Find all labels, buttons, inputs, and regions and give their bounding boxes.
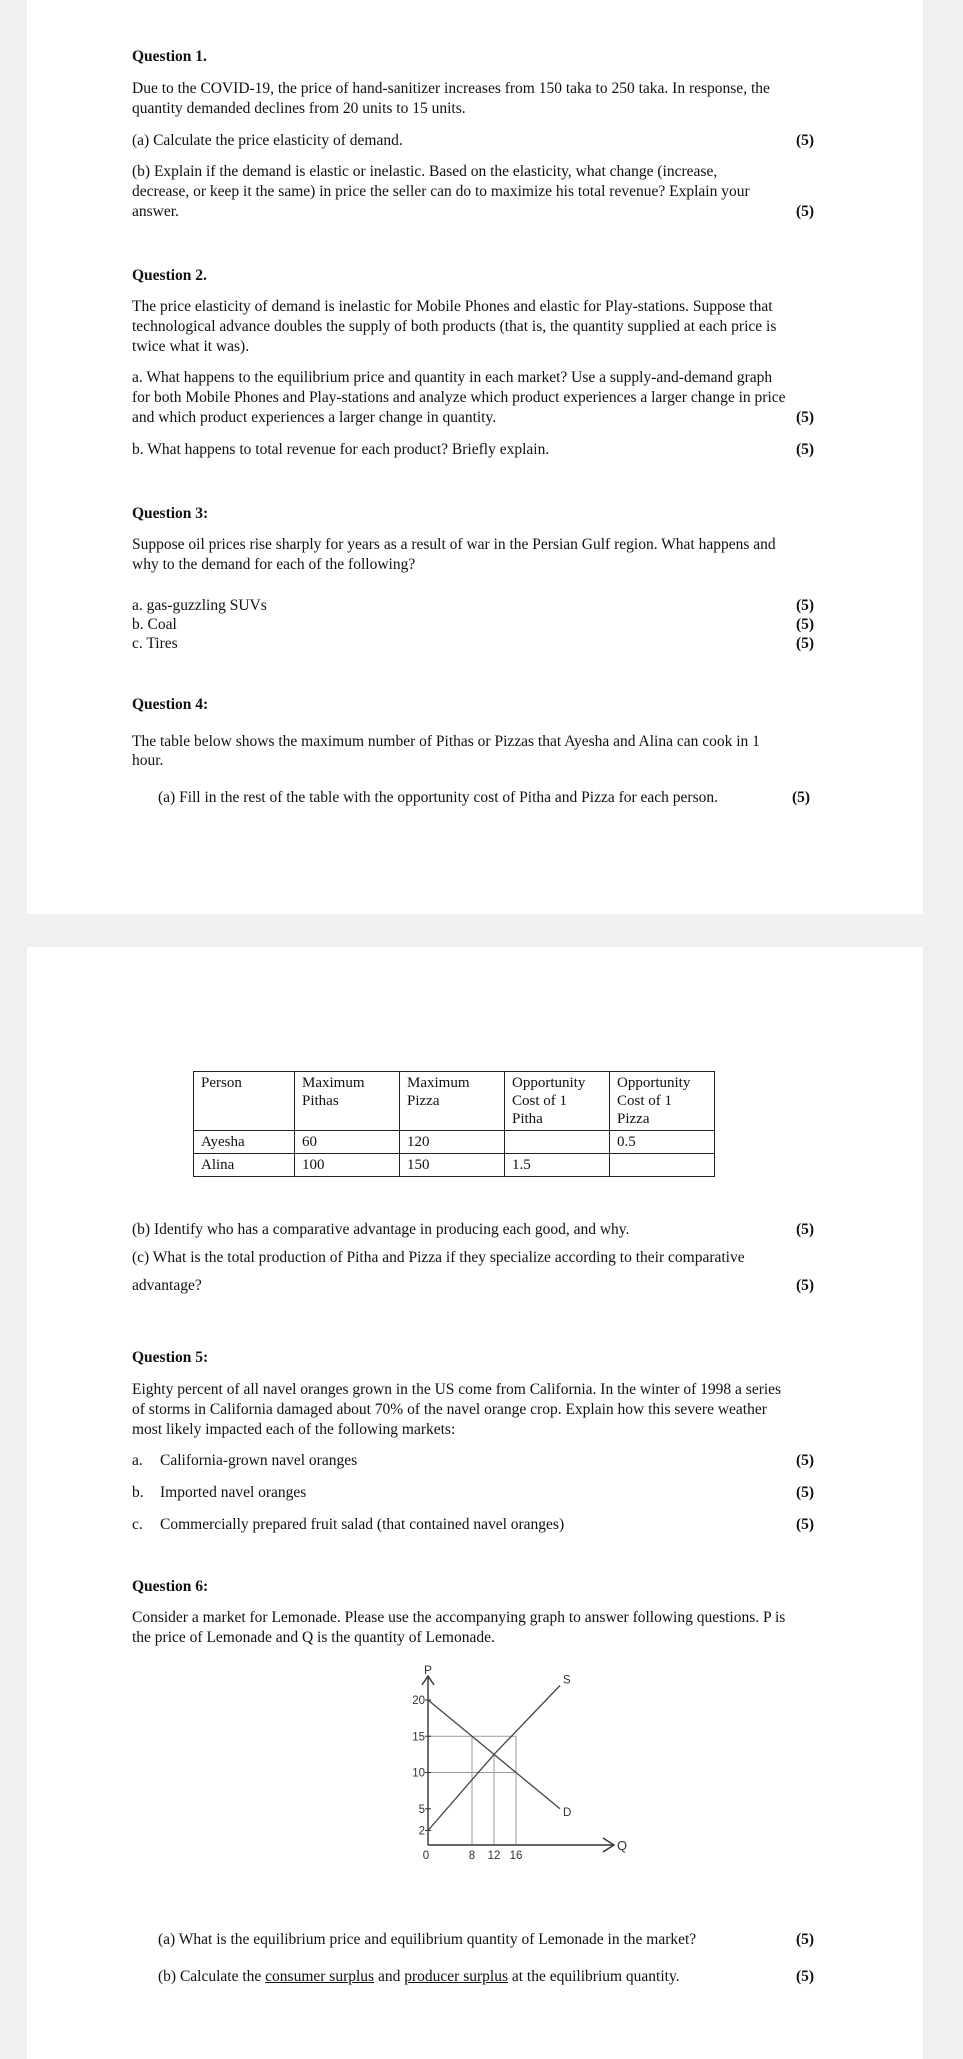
table-cell: 150 (400, 1154, 505, 1177)
question-2-title: Question 2. (132, 267, 207, 284)
question-4-intro-line-1: The table below shows the maximum number of Pithas or Pizzas that Ayesha and Alina can cook in 1 (132, 733, 760, 750)
question-1a-marks: (5) (796, 132, 815, 149)
y-tick-label: 20 (412, 1695, 425, 1707)
question-3-item-a: a. gas-guzzling SUVs (132, 597, 267, 614)
table-header-cell: Person (194, 1072, 295, 1131)
x-tick-label: 12 (487, 1850, 501, 1862)
table-header-row (194, 1072, 715, 1131)
question-2b: b. What happens to total revenue for each product? Briefly explain. (132, 441, 550, 458)
question-3-item-c-marks: (5) (796, 635, 815, 652)
question-5-intro-line-1: Eighty percent of all navel oranges grown in the US come from California. In the winter of 1998 a series (132, 1381, 782, 1398)
question-4a-marks: (5) (792, 789, 811, 806)
demand-curve-label: D (563, 1806, 572, 1819)
question-6a-marks: (5) (796, 1931, 815, 1948)
table-header-cell: Maximum Pizza (400, 1072, 505, 1131)
question-6-title: Question 6: (132, 1578, 209, 1595)
question-6b-marks: (5) (796, 1968, 815, 1985)
question-5-item-a: California-grown navel oranges (160, 1452, 358, 1469)
question-4-title: Question 4: (132, 696, 209, 713)
table-cell: 120 (400, 1131, 505, 1154)
x-tick-label: 8 (468, 1850, 476, 1862)
table-row (194, 1154, 715, 1177)
table-cell: Ayesha (194, 1131, 295, 1154)
question-4c-marks: (5) (796, 1277, 815, 1294)
question-5-item-c-letter: c. (132, 1516, 143, 1533)
table-cell: 100 (295, 1154, 400, 1177)
question-1b-line-2: decrease, or keep it the same) in price the seller can do to maximize his total revenue? Explain your (132, 183, 750, 200)
table-cell: 1.5 (505, 1154, 610, 1177)
question-3-intro-line-1: Suppose oil prices rise sharply for years as a result of war in the Persian Gulf region. What happens and (132, 536, 776, 553)
table-header-cell: Maximum Pithas (295, 1072, 400, 1131)
question-3-title: Question 3: (132, 505, 209, 522)
y-axis-label: P (423, 1663, 433, 1677)
question-4a: (a) Fill in the rest of the table with the opportunity cost of Pitha and Pizza for each person. (158, 789, 719, 806)
opportunity-cost-table (193, 1071, 715, 1177)
document-page-2 (27, 947, 923, 2059)
question-2b-marks: (5) (796, 441, 815, 458)
question-4c-line-2: advantage? (132, 1277, 202, 1294)
question-2-intro-line-1: The price elasticity of demand is inelastic for Mobile Phones and elastic for Play-stations. Suppose that (132, 298, 773, 315)
question-3-item-a-marks: (5) (796, 597, 815, 614)
question-3-item-c: c. Tires (132, 635, 178, 652)
question-6-intro-line-1: Consider a market for Lemonade. Please use the accompanying graph to answer following questions. P is (132, 1609, 786, 1626)
question-1b-marks: (5) (796, 203, 815, 220)
table-cell (505, 1131, 610, 1154)
question-1-title: Question 1. (132, 48, 207, 65)
question-1-intro-line-1: Due to the COVID-19, the price of hand-sanitizer increases from 150 taka to 250 taka. In response, the (132, 80, 770, 97)
y-tick-label: 10 (412, 1767, 425, 1780)
table-header-cell: Opportunity Cost of 1 Pitha (505, 1072, 610, 1131)
question-5-intro-line-3: most likely impacted each of the following markets: (132, 1421, 456, 1438)
question-2-intro-line-2: technological advance doubles the supply of both products (that is, the quantity supplied at each price is (132, 318, 777, 335)
y-tick-label: 5 (418, 1803, 425, 1816)
question-3-item-b-marks: (5) (796, 616, 815, 633)
supply-curve-label: S (563, 1674, 571, 1687)
y-tick-label: 2 (418, 1825, 425, 1838)
document-page-1 (27, 0, 923, 914)
question-6a: (a) What is the equilibrium price and equilibrium quantity of Lemonade in the market? (158, 1931, 697, 1948)
question-1-intro-line-2: quantity demanded declines from 20 units to 15 units. (132, 100, 466, 117)
question-5-item-c-marks: (5) (796, 1516, 815, 1533)
question-5-item-c: Commercially prepared fruit salad (that contained navel oranges) (160, 1516, 565, 1533)
question-5-item-a-letter: a. (132, 1452, 143, 1469)
consumer-surplus-term: consumer surplus (265, 1968, 375, 1985)
question-6b: (b) Calculate the consumer surplus and producer surplus at the equilibrium quantity. (158, 1968, 680, 1985)
y-tick-label: 15 (412, 1731, 425, 1744)
question-5-item-a-marks: (5) (796, 1452, 815, 1469)
question-2-intro-line-3: twice what it was). (132, 338, 250, 355)
supply-demand-graph (360, 1663, 672, 1909)
question-3-intro-line-2: why to the demand for each of the following? (132, 556, 416, 573)
question-1b-line-3: answer. (132, 203, 179, 220)
question-4b-marks: (5) (796, 1221, 815, 1238)
question-5-title: Question 5: (132, 1349, 209, 1366)
question-6-intro-line-2: the price of Lemonade and Q is the quantity of Lemonade. (132, 1629, 495, 1646)
table-cell (610, 1154, 715, 1177)
table-header-cell: Opportunity Cost of 1 Pizza (610, 1072, 715, 1131)
x-axis-label: Q (617, 1838, 628, 1853)
question-2a-line-2: for both Mobile Phones and Play-stations and analyze which product experiences a larger change in price (132, 389, 786, 406)
question-4b: (b) Identify who has a comparative advantage in producing each good, and why. (132, 1221, 630, 1238)
question-3-item-b: b. Coal (132, 616, 177, 633)
producer-surplus-term: producer surplus (404, 1968, 508, 1985)
table-cell: 0.5 (610, 1131, 715, 1154)
table-cell: Alina (194, 1154, 295, 1177)
x-tick-label: 0 (422, 1850, 430, 1862)
question-4-intro-line-2: hour. (132, 752, 164, 769)
table-row (194, 1131, 715, 1154)
question-5-item-b: Imported navel oranges (160, 1484, 307, 1501)
x-tick-label: 16 (509, 1850, 523, 1862)
question-4c-line-1: (c) What is the total production of Pitha and Pizza if they specialize according to their comparative (132, 1249, 745, 1266)
question-5-item-b-marks: (5) (796, 1484, 815, 1501)
question-5-item-b-letter: b. (132, 1484, 144, 1501)
question-2a-line-1: a. What happens to the equilibrium price and quantity in each market? Use a supply-and-demand graph (132, 369, 773, 386)
question-2a-line-3: and which product experiences a larger change in quantity. (132, 409, 497, 426)
question-2a-marks: (5) (796, 409, 815, 426)
question-5-intro-line-2: of storms in California damaged about 70% of the navel orange crop. Explain how this severe weather (132, 1401, 767, 1418)
table-cell: 60 (295, 1131, 400, 1154)
question-1b-line-1: (b) Explain if the demand is elastic or inelastic. Based on the elasticity, what change (increase, (132, 163, 718, 180)
question-1a: (a) Calculate the price elasticity of demand. (132, 132, 403, 149)
